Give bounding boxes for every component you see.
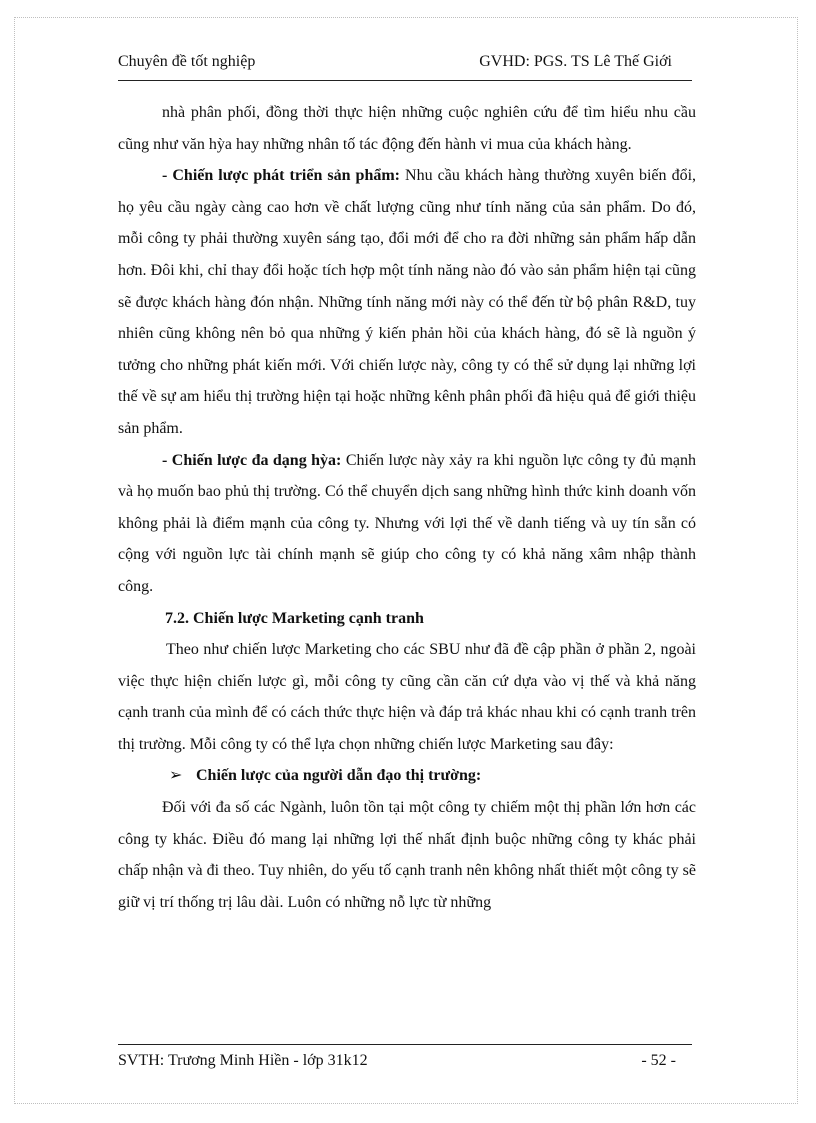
bullet-market-leader [169,760,696,792]
footer-divider [118,1044,692,1045]
paragraph-competitive-strategy: Theo như chiến lược Marketing cho các SBU như đã đề cập phần ở phần 2, ngoài việc thực hiện chiến lược gì, mỗi công ty cũng cần căn cứ dựa vào vị thế và khả năng cạnh tranh của mình để có cách thức thực hiện và đáp trả khác nhau khi có cạnh tranh trên thị trường. Mỗi công ty có thể lựa chọn những chiến lược Marketing sau đây: [118,641,696,753]
paragraph-product-development [118,160,696,444]
product-development-label: - Chiến lược phát triển sản phẩm: [162,167,401,185]
page-header [118,52,672,78]
header-supervisor: GVHD: PGS. TS Lê Thế Giới [479,53,672,70]
footer-student: SVTH: Trương Minh Hiền - lớp 31k12 [118,1052,368,1069]
paragraph-diversification [118,445,696,603]
paragraph-market-leader: Đối với đa số các Ngành, luôn tồn tại một công ty chiếm một thị phần lớn hơn các công ty khác. Điều đó mang lại những lợi thế nhất định buộc những công ty khác phải chấp nhận và đi theo. Tuy nhiên, do yếu tố cạnh tranh nên không nhất thiết một công ty sẽ giữ vị trí thống trị lâu dài. Luôn có những nỗ lực từ những [118,799,696,911]
diversification-label: - Chiến lược đa dạng hỳa: [162,451,342,469]
document-body [118,97,696,918]
bullet-market-leader-text: Chiến lược của người dẫn đạo thị trường: [196,767,482,785]
header-divider [118,80,692,81]
page-footer [118,1051,676,1075]
header-document-type: Chuyên đề tốt nghiệp [118,53,256,70]
product-development-text: Nhu cầu khách hàng thường xuyên biến đổi, họ yêu cầu ngày càng cao hơn về chất lượng cũng như tính năng của sản phẩm. Do đó, mỗi công ty phải thường xuyên sáng tạo, đổi mới để cho ra đời những sản phẩm hấp dẫn hơn. Đôi khi, chỉ thay đổi hoặc tích hợp một tính năng nào đó vào sản phẩm hiện tại cũng sẽ được khách hàng đón nhận. Những tính năng mới này có thể đến từ bộ phân R&D, tuy nhiên cũng không nên bỏ qua những ý kiến phản hồi của khách hàng, đó sẽ là nguồn ý tưởng cho những phát kiến mới. Với chiến lược này, công ty có thể sử dụng lại những lợi thế về sự am hiểu thị trường hiện tại hoặc những kênh phân phối đã hiệu quả để giới thiệu sản phẩm. [118,167,697,437]
section-heading: 7.2. Chiến lược Marketing cạnh tranh [165,609,424,627]
arrow-bullet-icon: ➢ [169,767,183,785]
paragraph-intro: nhà phân phối, đồng thời thực hiện những cuộc nghiên cứu để tìm hiểu nhu cầu cũng như văn hỳa hay những nhân tố tác động đến hành vi mua của khách hàng. [118,104,696,153]
page-number: - 52 - [641,1052,676,1069]
diversification-text: Chiến lược này xảy ra khi nguồn lực công ty đủ mạnh và họ muốn bao phủ thị trường. Có thể chuyển dịch sang những hình thức kinh doanh vốn không phải là điểm mạnh của công ty. Nhưng với lợi thế về danh tiếng và uy tín sẵn có cộng với nguồn lực tài chính mạnh sẽ giúp cho công ty có khả năng xâm nhập thành công. [118,451,697,595]
